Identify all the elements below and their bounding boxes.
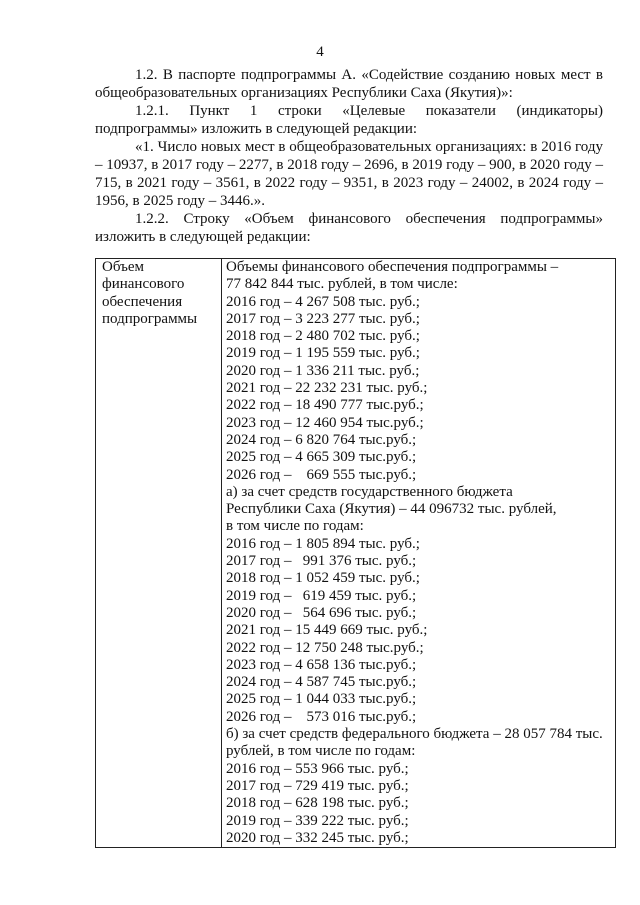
financing-line: 2017 год – 729 419 тыс. руб.; xyxy=(226,777,409,794)
financing-table xyxy=(95,258,616,848)
paragraph-1-2: 1.2. В паспорте подпрограммы А. «Содействие созданию новых мест в общеобразовательных организациях Республики Саха (Якутия)»: xyxy=(95,67,603,101)
financing-line: 2020 год – 564 696 тыс. руб.; xyxy=(226,604,417,621)
financing-line: в том числе по годам: xyxy=(226,518,364,535)
paragraph-1-2-2: 1.2.2. Строку «Объем финансового обеспечения подпрограммы» изложить в следующей редакции: xyxy=(95,211,603,245)
financing-line: 2016 год – 4 267 508 тыс. руб.; xyxy=(226,293,420,310)
financing-line: 2020 год – 332 245 тыс. руб.; xyxy=(226,829,409,846)
financing-line: 2022 год – 12 750 248 тыс.руб.; xyxy=(226,639,424,656)
financing-line: 2024 год – 6 820 764 тыс.руб.; xyxy=(226,431,417,448)
financing-line: 77 842 844 тыс. рублей, в том числе: xyxy=(226,276,458,293)
financing-line: Объемы финансового обеспечения подпрограммы – xyxy=(226,259,559,275)
financing-line: 2021 год – 22 232 231 тыс. руб.; xyxy=(226,380,428,397)
financing-line: 2016 год – 553 966 тыс. руб.; xyxy=(226,760,409,777)
financing-line: 2026 год – 573 016 тыс.руб.; xyxy=(226,708,417,725)
financing-line: 2023 год – 12 460 954 тыс.руб.; xyxy=(226,414,424,431)
financing-line: 2023 год – 4 658 136 тыс.руб.; xyxy=(226,656,417,673)
financing-line: 2019 год – 619 459 тыс. руб.; xyxy=(226,587,417,604)
financing-line: 2016 год – 1 805 894 тыс. руб.; xyxy=(226,535,420,552)
page-number: 4 xyxy=(316,44,324,60)
financing-line: б) за счет средств федерального бюджета – 28 057 784 тыс. рублей, в том числе по годам: xyxy=(226,726,603,760)
financing-line: а) за счет средств государственного бюджета xyxy=(226,483,513,500)
financing-line: Республики Саха (Якутия) – 44 096732 тыс. рублей, xyxy=(226,501,557,518)
financing-line: 2017 год – 3 223 277 тыс. руб.; xyxy=(226,310,420,327)
financing-line: 2018 год – 2 480 702 тыс. руб.; xyxy=(226,328,420,345)
financing-line: 2024 год – 4 587 745 тыс.руб.; xyxy=(226,674,417,691)
financing-line: 2019 год – 339 222 тыс. руб.; xyxy=(226,812,409,829)
financing-line: 2017 год – 991 376 тыс. руб.; xyxy=(226,553,417,570)
document-body xyxy=(95,66,603,246)
paragraph-1-2-1: 1.2.1. Пункт 1 строки «Целевые показатели (индикаторы) подпрограммы» изложить в следующей редакции: xyxy=(95,103,603,137)
financing-line: 2018 год – 1 052 459 тыс. руб.; xyxy=(226,570,420,587)
table-row xyxy=(96,259,616,848)
financing-line: 2026 год – 669 555 тыс.руб.; xyxy=(226,466,417,483)
table-cell-label: Объем финансового обеспечения подпрограммы xyxy=(96,259,222,848)
financing-line: 2021 год – 15 449 669 тыс. руб.; xyxy=(226,622,428,639)
paragraph-target-indicators: «1. Число новых мест в общеобразовательных организациях: в 2016 году – 10937, в 2017 году – 2277, в 2018 году – 2696, в 2019 году – 900, в 2020 году – 715, в 2021 году – 3561, в 2022 году – 9351, в 2023 году – 24002, в 2024 году – 1956, в 2025 году – 3446.». xyxy=(95,139,603,209)
financing-line: 2025 год – 1 044 033 тыс.руб.; xyxy=(226,691,417,708)
table-cell-financing-details xyxy=(222,259,616,848)
financing-line: 2018 год – 628 198 тыс. руб.; xyxy=(226,795,409,812)
financing-line: 2022 год – 18 490 777 тыс.руб.; xyxy=(226,397,424,414)
financing-line: 2019 год – 1 195 559 тыс. руб.; xyxy=(226,345,420,362)
financing-line: 2025 год – 4 665 309 тыс.руб.; xyxy=(226,449,417,466)
financing-line: 2020 год – 1 336 211 тыс. руб.; xyxy=(226,362,420,379)
